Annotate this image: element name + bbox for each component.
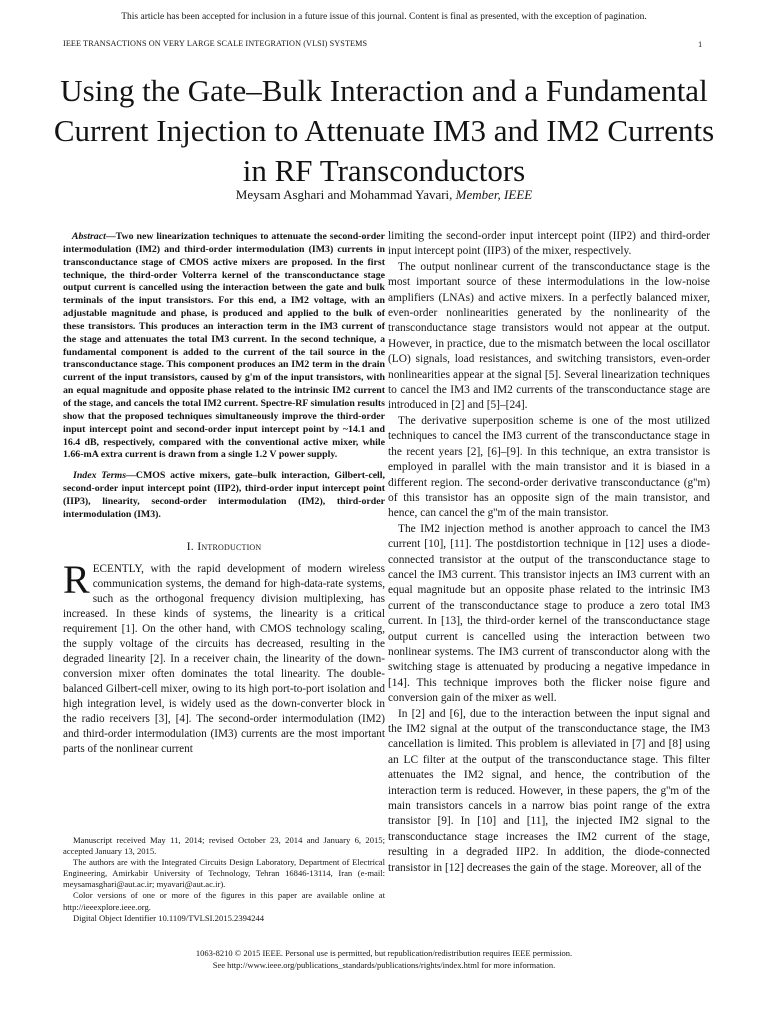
footnote-color-versions: Color versions of one or more of the figures in this paper are available online at http://ieeexplore.ieee.org.	[63, 890, 385, 912]
copyright-line: 1063-8210 © 2015 IEEE. Personal use is permitted, but republication/redistribution requires IEEE permission.	[195, 948, 573, 958]
section-heading	[63, 539, 385, 554]
abstract-text: Two new linearization techniques to attenuate the second-order intermodulation (IM2) and third-order intermodulation (IM3) currents in transconductance stage of CMOS active mixers are proposed. In the first technique, the third-order Volterra kernel of the transconductance stage output current is cancelled using the interaction between the gate and bulk terminals of the input transistors. For this end, a IM2 voltage, with an adjustable magnitude and phase, is produced and applied to the bulk of these transistors. This produces an interaction term in the IM3 current of the stage and attenuates the total IM3 current. In the second technique, a fundamental component is added to the current of the tail source in the transconductance stage. This component produces an IM2 term in the drain current of the input transistors, caused by g'm of the input transistors, with an equal magnitude and opposite phase related to the intrinsic IM2 current of the stage, and cancels the total IM2 current. Spectre-RF simulation results show that the proposed techniques simultaneously improve the third-order input intercept point and second-order input intercept point by ~14.1 and 16.4 dB, respectively, compared with the conventional active mixer, while 1.66-mA extra current is drawn from a single 1.2 V power supply.	[63, 231, 385, 461]
copyright-notice	[0, 947, 768, 971]
footnote-affiliation: The authors are with the Integrated Circuits Design Laboratory, Department of Electrical Engineering, Amirkabir University of Technology, Tehran 16846-13114, Iran (e-mail: meysamasghari@aut.ac.ir; myavari@aut.ac.ir).	[63, 857, 385, 890]
body-paragraph: In [2] and [6], due to the interaction between the input signal and the IM2 signal at the output of the transconductance stage, the IM3 cancellation is limited. This problem is alleviated in [7] and [8] using an LC filter at the output of the transconductance stage. This filter attenuates the IM2 signal, and hence, the contribution of the interaction term is reduced. However, in these papers, the g''m of the main transistors cancels in a narrow bias point range of the extra transistor [9]. In [10] and [11], the injected IM2 signal to the transconductance stage increases the IM2 current of the stage, resulting in a degraded IIP2. In addition, the diode-connected transistor in [12] decreases the gain of the stage. Moreover, all of the	[388, 707, 710, 874]
permissions-line: See http://www.ieee.org/publications_standards/publications/rights/index.html for more information.	[212, 960, 556, 970]
footnote-doi: Digital Object Identifier 10.1109/TVLSI.2015.2394244	[73, 912, 265, 923]
abstract-lead: Abstract	[71, 231, 106, 242]
body-paragraph: The output nonlinear current of the transconductance stage is the most important source of these intermodulations in the low-noise amplifiers (LNAs) and active mixers. In a perfectly balanced mixer, even-order nonlinearities generated by the nonlinearity of the transconductance stage transistors would not appear at the output. However, in practice, due to the mismatch between the local oscillator (LO) signals, load resistances, and switching transistors, even-order nonlinearities appear at the signal [5]. Several linearization techniques to cancel the IM3 and IM2 currents of the transconductance stage are introduced in [2] and [5]–[24].	[388, 260, 710, 412]
index-terms-lead: Index Terms	[73, 470, 127, 482]
section-title: Introduction	[197, 538, 262, 553]
author-line	[0, 187, 768, 203]
section-number: I.	[186, 538, 195, 553]
drop-cap: R	[63, 556, 90, 602]
right-column	[388, 229, 710, 876]
body-paragraph: The IM2 injection method is another approach to cancel the IM3 current [10], [11]. The postdistortion technique in [12] uses a diode-connected transistor at the output of the transconductance stage to cancel the IM3 current. This transistor injects an IM3 current with an equal magnitude but an opposite phase related to the intrinsic IM3 current of the transconductance stage to produce a zero total IM3 current. In [13], the third-order kernel of the transconductance stage output current is cancelled using the interaction between two nonlinear systems. The IM3 current of transconductor along with the switching stage is attenuated by producing a negative impedance in [14]. This technique improves both the flicker noise figure and conversion gain of the mixer as well.	[388, 522, 710, 705]
footnote-manuscript: Manuscript received May 11, 2014; revised October 23, 2014 and January 6, 2015; accepted January 13, 2015.	[63, 835, 385, 857]
intro-text: ECENTLY, with the rapid development of modern wireless communication systems, the demand for high-data-rate systems, such as the orthogonal frequency division multiplexing, has increased. In these kinds of systems, the linearity is a critical requirement [1]. On the other hand, with CMOS technology scaling, the supply voltage of the circuits has decreased, resulting in the degraded linearity [2]. In a receiver chain, the linearity of the down-conversion mixer often dominates the total linearity. The double-balanced Gilbert-cell mixer, owing to its high port-to-port isolation and high integration level, is widely used as the down-converter block in the radio receivers [3], [4]. The second-order intermodulation (IM2) and third-order intermodulation (IM3) currents are the most important parts of the nonlinear current	[63, 562, 385, 755]
index-terms: Index Terms—CMOS active mixers, gate–bulk interaction, Gilbert-cell, second-order input intercept point (IIP2), third-order input intercept point (IIP3), linearity, second-order intermodulation (IM2), third-order intermodulation (IM3).	[63, 470, 385, 520]
paper-title: Using the Gate–Bulk Interaction and a Fundamental Current Injection to Attenuate IM3 and IM2 Currents in RF Transconductors	[53, 73, 715, 188]
abstract: Abstract—Two new linearization techniques to attenuate the second-order intermodulation (IM2) and third-order intermodulation (IM3) currents in transconductance stage of CMOS active mixers are proposed. In the first technique, the third-order Volterra kernel of the transconductance stage output current is cancelled using the interaction between the gate and bulk terminals of the input transistors. For this end, a IM2 voltage, with an adjustable magnitude and phase, is produced and applied to the bulk of these transistors. This produces an interaction term in the IM3 current of the stage and attenuates the total IM3 current. In the second technique, a fundamental component is added to the current of the tail source in the transconductance stage. This component produces an IM2 term in the drain current of the input transistors, caused by g'm of the input transistors, with an equal magnitude and opposite phase related to the intrinsic IM2 current of the stage, and cancels the total IM2 current. Spectre-RF simulation results show that the proposed techniques simultaneously improve the third-order input intercept point and second-order input intercept point by ~14.1 and 16.4 dB, respectively, compared with the conventional active mixer, while 1.66-mA extra current is drawn from a single 1.2 V power supply.	[63, 231, 385, 461]
journal-running-head: IEEE TRANSACTIONS ON VERY LARGE SCALE INTEGRATION (VLSI) SYSTEMS	[63, 39, 368, 48]
body-paragraph: limiting the second-order input intercept point (IIP2) and third-order input intercept point (IIP3) of the mixer, respectively.	[388, 230, 710, 258]
footnotes	[63, 835, 385, 924]
acceptance-notice: This article has been accepted for inclusion in a future issue of this journal. Content is final as presented, with the exception of pagination.	[121, 12, 647, 22]
author-membership: Member, IEEE	[455, 187, 533, 202]
body-paragraph: The derivative superposition scheme is one of the most utilized techniques to cancel the IM3 current of the transconductance stage in the recent years [2], [6]–[9]. In this technique, an extra transistor is employed in parallel with the main transistor and it is biased in a different region. The second-order derivative transconductance (g''m) of this transistor has an opposite sign of the main transistor, and hence, can cancel the g''m of the main transistor.	[388, 414, 710, 520]
page-number: 1	[698, 39, 703, 49]
author-names: Meysam Asghari and Mohammad Yavari,	[235, 187, 453, 202]
intro-paragraph	[63, 556, 385, 757]
left-column	[63, 231, 385, 757]
index-terms-text: CMOS active mixers, gate–bulk interaction, Gilbert-cell, second-order input intercept point (IIP2), third-order input intercept point (IIP3), linearity, second-order intermodulation (IM2), third-order intermodulation (IM3).	[63, 470, 385, 520]
